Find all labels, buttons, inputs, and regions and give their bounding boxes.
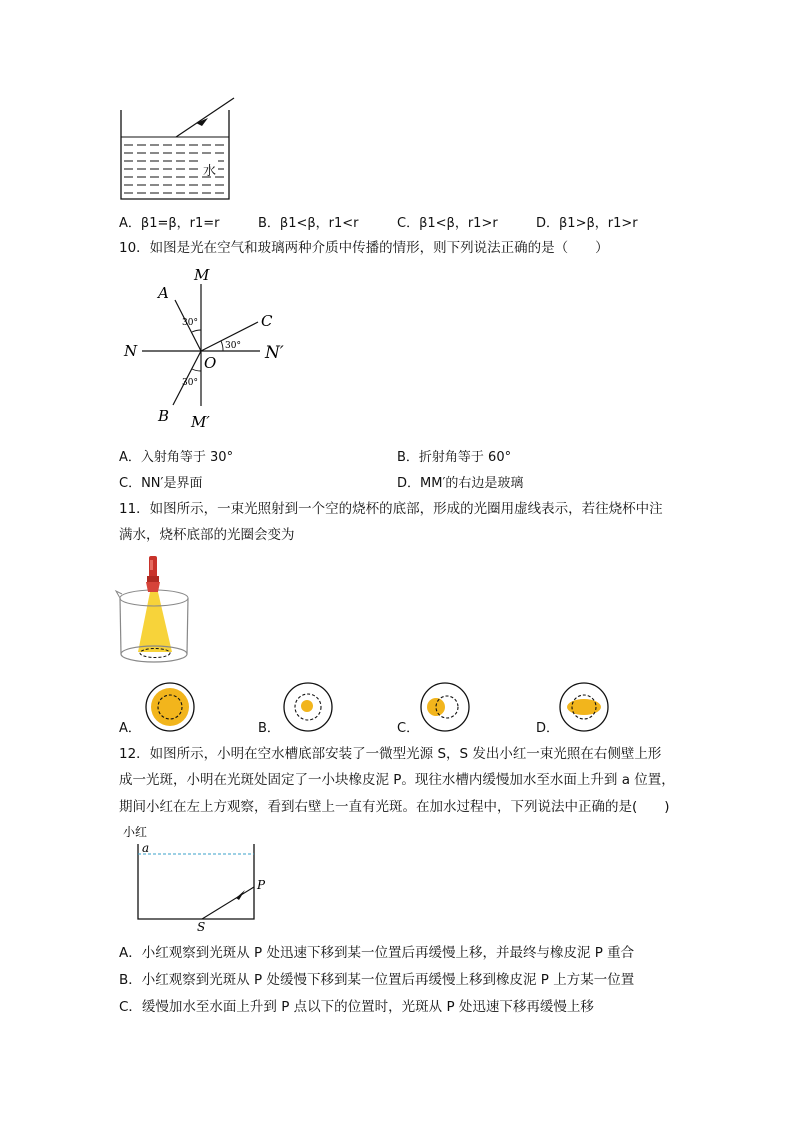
q9-water-container-figure bbox=[110, 92, 250, 204]
q10-angle-a: 30° bbox=[182, 318, 198, 328]
q12-label-p: P bbox=[257, 878, 266, 892]
q10-option-d: D．MM′的右边是玻璃 bbox=[397, 476, 524, 491]
q10-label-n-prime: N′ bbox=[265, 343, 284, 363]
q12-option-c: C．缓慢加水至水面上升到 P 点以下的位置时，光斑从 P 处迅速下移再缓慢上移 bbox=[119, 999, 594, 1015]
q11-option-c-circle bbox=[419, 681, 471, 733]
q9-water-label: 水 bbox=[203, 164, 217, 179]
q10-option-b: B．折射角等于 60° bbox=[397, 450, 512, 465]
q12-label-a: a bbox=[142, 841, 150, 855]
q12-option-a: A．小红观察到光斑从 P 处迅速下移到某一位置后再缓慢上移，并最终与橡皮泥 P 重合 bbox=[119, 945, 635, 961]
q12-water-tank-figure bbox=[118, 822, 278, 934]
q10-stem: 10．如图是光在空气和玻璃两种介质中传播的情形，则下列说法正确的是（ ） bbox=[119, 240, 609, 256]
q10-label-n: N bbox=[124, 342, 138, 360]
q11-option-c-label: C． bbox=[397, 721, 420, 736]
q11-stem-line2: 满水，烧杯底部的光圈会变为 bbox=[119, 527, 295, 543]
q10-label-b: B bbox=[158, 407, 170, 425]
q12-option-b: B．小红观察到光斑从 P 处缓慢下移到某一位置后再缓慢上移到橡皮泥 P 上方某一位置 bbox=[119, 972, 635, 988]
q11-option-d-label: D． bbox=[536, 721, 560, 736]
q10-angle-b: 30° bbox=[182, 378, 198, 388]
q11-option-b-circle bbox=[282, 681, 334, 733]
q9-option-a: A．β1=β，r1=r bbox=[119, 216, 220, 231]
q10-option-a: A．入射角等于 30° bbox=[119, 450, 234, 465]
q11-option-a-circle bbox=[144, 681, 196, 733]
q11-option-b-label: B． bbox=[258, 721, 280, 736]
q12-label-observer: 小红 bbox=[123, 825, 148, 839]
q11-option-d-circle bbox=[558, 681, 610, 733]
q10-label-o: O bbox=[204, 354, 217, 372]
q9-option-c: C．β1<β，r1>r bbox=[397, 216, 498, 231]
q10-label-c: C bbox=[261, 312, 273, 330]
q10-label-a: A bbox=[158, 284, 169, 302]
q11-option-a-label: A． bbox=[119, 721, 141, 736]
q9-option-b: B．β1<β，r1<r bbox=[258, 216, 359, 231]
q10-label-m-prime: M′ bbox=[191, 413, 210, 431]
q10-label-m: M bbox=[194, 266, 210, 284]
q10-angle-c: 30° bbox=[225, 341, 241, 351]
q12-stem-line1: 12．如图所示，小明在空水槽底部安装了一微型光源 S，S 发出小红一束光照在右侧壁上形 bbox=[119, 746, 662, 762]
q12-label-s: S bbox=[197, 920, 206, 934]
q11-stem-line1: 11．如图所示，一束光照射到一个空的烧杯的底部，形成的光圈用虚线表示，若往烧杯中注 bbox=[119, 501, 663, 517]
q11-beaker-flashlight-figure bbox=[114, 552, 210, 668]
q9-option-d: D．β1>β，r1>r bbox=[536, 216, 638, 231]
q10-refraction-figure bbox=[118, 264, 298, 434]
q10-option-c: C．NN′是界面 bbox=[119, 476, 203, 491]
q12-stem-line3: 期间小红在左上方观察，看到右壁上一直有光斑。在加水过程中，下列说法中正确的是( ) bbox=[119, 799, 670, 815]
q12-stem-line2: 成一光斑，小明在光斑处固定了一小块橡皮泥 P。现往水槽内缓慢加水至水面上升到 a 位置， bbox=[119, 772, 675, 788]
